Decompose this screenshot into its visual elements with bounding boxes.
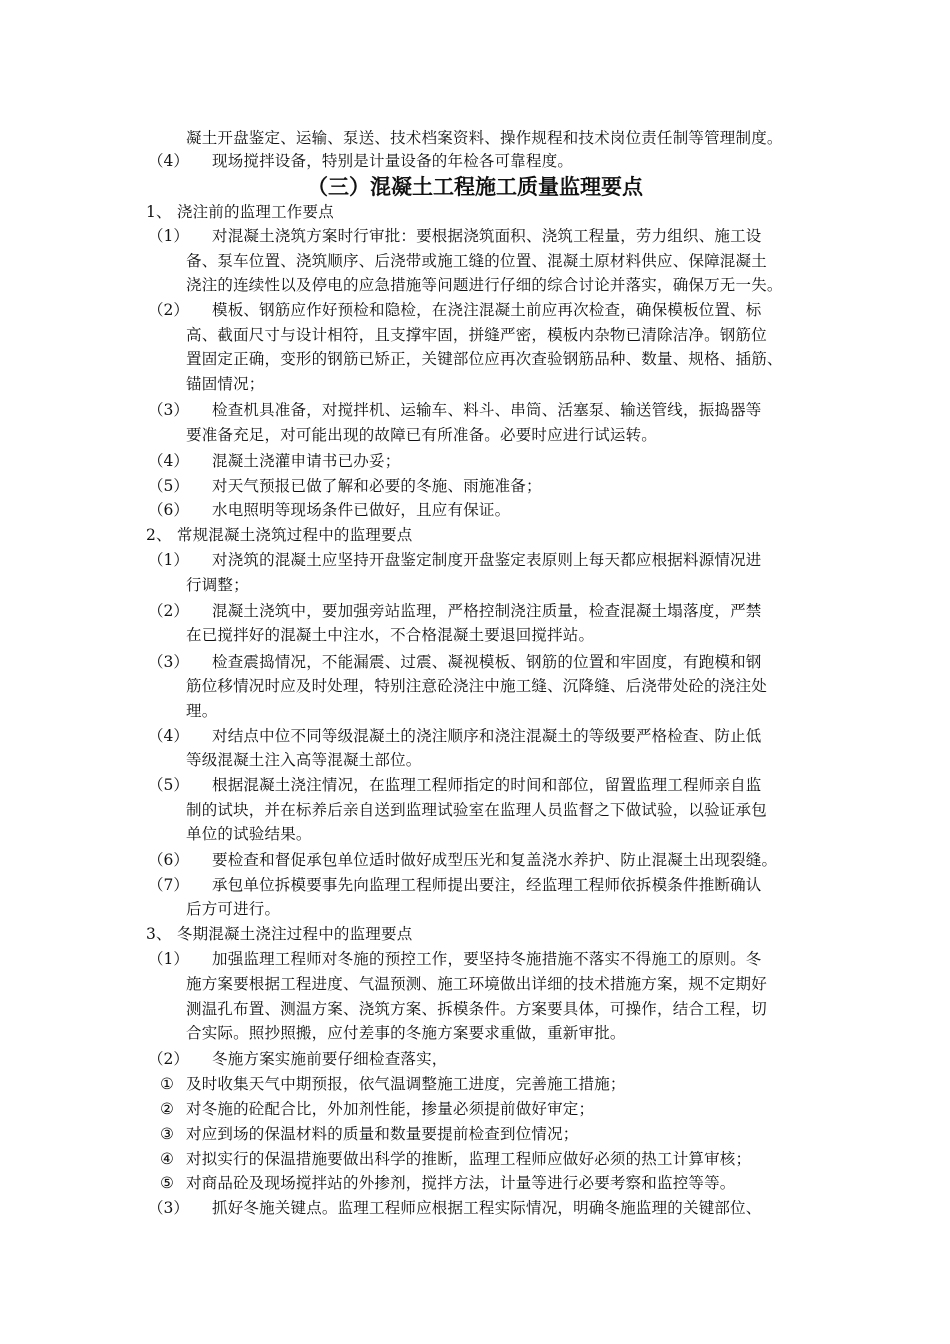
item-line: 行调整； — [186, 576, 249, 594]
circled-number: ① — [160, 1075, 174, 1093]
item-line: 对天气预报已做了解和必要的冬施、雨施准备； — [212, 477, 542, 495]
item-number: （6） — [148, 501, 189, 519]
item-line: 备、泵车位置、浇筑顺序、后浇带或施工缝的位置、混凝土原材料供应、保障混凝土 — [186, 252, 767, 270]
item-line: 抓好冬施关键点。监理工程师应根据工程实际情况，明确冬施监理的关键部位、 — [212, 1199, 762, 1217]
circled-number: ④ — [160, 1150, 174, 1168]
item-number: （3） — [148, 401, 189, 419]
item-line: 对浇筑的混凝土应坚持开盘鉴定制度开盘鉴定表原则上每天都应根据料源情况进 — [212, 551, 762, 569]
item-number: （5） — [148, 776, 189, 794]
item-line: 施方案要根据工程进度、气温预测、施工环境做出详细的技术措施方案，规不定期好 — [186, 975, 767, 993]
item-line: 理。 — [186, 702, 218, 720]
item-number: （1） — [148, 227, 189, 245]
circled-number: ② — [160, 1100, 174, 1118]
item-line: 合实际。照抄照搬，应付差事的冬施方案要求重做，重新审批。 — [186, 1024, 626, 1042]
item-number: （6） — [148, 851, 189, 869]
item-line: 测温孔布置、测温方案、浇筑方案、拆模条件。方案要具体，可操作，结合工程，切 — [186, 1000, 767, 1018]
item-line: 单位的试验结果。 — [186, 825, 312, 843]
item-number: （4） — [148, 452, 189, 470]
item-number: （1） — [148, 551, 189, 569]
item-line: 置固定正确，变形的钢筋已矫正，关键部位应再次查验钢筋品种、数量、规格、插筋、 — [186, 350, 783, 368]
item-line: 混凝土浇筑中，要加强旁站监理，严格控制浇注质量，检查混凝土塌落度，严禁 — [212, 602, 762, 620]
item-number: （4） — [148, 727, 189, 745]
item-line: 要准备充足，对可能出现的故障已有所准备。必要时应进行试运转。 — [186, 426, 658, 444]
item-number: （2） — [148, 301, 189, 319]
part-heading: 3、 冬期混凝土浇注过程中的监理要点 — [146, 925, 413, 943]
circled-number: ⑤ — [160, 1174, 174, 1192]
item-line: 对结点中位不同等级混凝土的浇注顺序和浇注混凝土的等级要严格检查、防止低 — [212, 727, 762, 745]
item-line: 浇注的连续性以及停电的应急措施等问题进行仔细的综合讨论并落实，确保万无一失。 — [186, 276, 783, 294]
item-number: （5） — [148, 477, 189, 495]
item-line: 高、截面尺寸与设计相符，且支撑牢固，拼缝严密，模板内杂物已清除洁净。钢筋位 — [186, 326, 767, 344]
item-number: （3） — [148, 1199, 189, 1217]
item-line: 后方可进行。 — [186, 900, 281, 918]
item-line: 水电照明等现场条件已做好，且应有保证。 — [212, 501, 511, 519]
subitem-text: 及时收集天气中期预报，依气温调整施工进度，完善施工措施； — [186, 1075, 626, 1093]
continuation-line: 凝土开盘鉴定、运输、泵送、技术档案资料、操作规程和技术岗位责任制等管理制度。 — [186, 129, 783, 147]
item-line: 对混凝土浇筑方案时行审批：要根据浇筑面积、浇筑工程量，劳力组织、施工设 — [212, 227, 762, 245]
subitem-text: 对冬施的砼配合比，外加剂性能，掺量必须提前做好审定； — [186, 1100, 595, 1118]
item-line: 检查机具准备，对搅拌机、运输车、料斗、串筒、活塞泵、输送管线，振捣器等 — [212, 401, 762, 419]
item-line: 筋位移情况时应及时处理，特别注意砼浇注中施工缝、沉降缝、后浇带处砼的浇注处 — [186, 677, 767, 695]
item-line: 混凝土浇灌申请书已办妥； — [212, 452, 401, 470]
subitem-text: 对应到场的保温材料的质量和数量要提前检查到位情况； — [186, 1125, 579, 1143]
item-text: 现场搅拌设备，特别是计量设备的年检各可靠程度。 — [212, 152, 574, 170]
subitem-text: 对商品砼及现场搅拌站的外掺剂，搅拌方法，计量等进行必要考察和监控等等。 — [186, 1174, 736, 1192]
part-heading: 2、 常规混凝土浇筑过程中的监理要点 — [146, 526, 413, 544]
item-line: 模板、钢筋应作好预检和隐检，在浇注混凝土前应再次检查，确保模板位置、标 — [212, 301, 762, 319]
item-number: （4） — [148, 152, 189, 170]
item-line: 要检查和督促承包单位适时做好成型压光和复盖浇水养护、防止混凝土出现裂缝。 — [212, 851, 778, 869]
item-number: （2） — [148, 1050, 189, 1068]
subitem-text: 对拟实行的保温措施要做出科学的推断，监理工程师应做好必须的热工计算审核； — [186, 1150, 752, 1168]
item-number: （2） — [148, 602, 189, 620]
item-line: 承包单位拆模要事先向监理工程师提出要注，经监理工程师依拆模条件推断确认 — [212, 876, 762, 894]
item-line: 检查震捣情况，不能漏震、过震、凝视模板、钢筋的位置和牢固度，有跑模和钢 — [212, 653, 762, 671]
item-line: 根据混凝土浇注情况，在监理工程师指定的时间和部位，留置监理工程师亲自监 — [212, 776, 762, 794]
part-heading: 1、 浇注前的监理工作要点 — [146, 203, 334, 221]
item-line: 在已搅拌好的混凝土中注水，不合格混凝土要退回搅拌站。 — [186, 626, 595, 644]
item-line: 冬施方案实施前要仔细检查落实， — [212, 1050, 448, 1068]
item-line: 等级混凝土注入高等混凝土部位。 — [186, 751, 422, 769]
item-line: 制的试块，并在标养后亲自送到监理试验室在监理人员监督之下做试验，以验证承包 — [186, 801, 767, 819]
item-line: 锚固情况； — [186, 375, 265, 393]
item-number: （7） — [148, 876, 189, 894]
section-title: （三）混凝土工程施工质量监理要点 — [307, 175, 643, 199]
circled-number: ③ — [160, 1125, 174, 1143]
item-line: 加强监理工程师对冬施的预控工作，要坚持冬施措施不落实不得施工的原则。冬 — [212, 950, 762, 968]
item-number: （1） — [148, 950, 189, 968]
item-number: （3） — [148, 653, 189, 671]
